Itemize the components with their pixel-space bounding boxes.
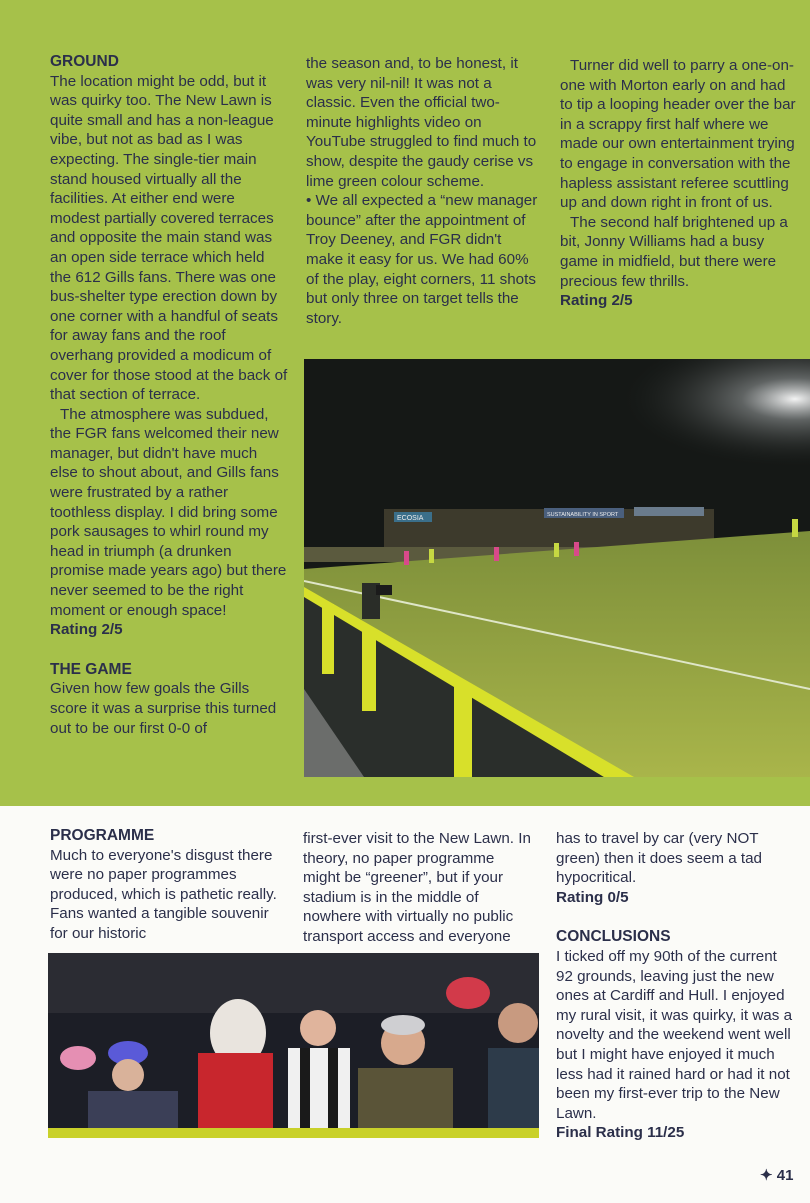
- game-paragraph-1a: Given how few goals the Gills score it was a surprise this turned out to be our first 0-0 of: [50, 680, 277, 737]
- stadium-photo: [304, 359, 810, 777]
- column-programme-1: [50, 826, 288, 944]
- column-game-2: [306, 54, 542, 328]
- sign-sustainability: SUSTAINABILITY IN SPORT: [547, 512, 619, 518]
- programme-paragraph-1a: Much to everyone's disgust there were no paper programmes produced, which is pathetic really. Fans wanted a tangible souvenir for our historic: [50, 846, 277, 942]
- column-programme-3: [556, 829, 796, 1143]
- programme-paragraph-1c: has to travel by car (very NOT green) then it does seem a tad hypocritical.: [556, 830, 763, 887]
- heading-the-game: THE GAME: [50, 660, 132, 678]
- final-rating: Final Rating 11/25: [556, 1124, 685, 1142]
- heading-conclusions: CONCLUSIONS: [556, 928, 671, 946]
- page-number: [760, 1166, 793, 1184]
- column-game-3: [560, 56, 796, 311]
- game-paragraph-2-text: We all expected a “new manager bounce” after the appointment of Troy Deeney, and FGR didn't make it easy for us. We had 60% of the play, eight corners, 11 shots but only three on target tells the story.: [306, 192, 538, 327]
- game-paragraph-4: The second half brightened up a bit, Jonny Williams had a busy game in midfield, but there were precious few thrills.: [560, 213, 788, 290]
- page-number-icon: ✦: [760, 1167, 773, 1184]
- ground-paragraph-1: The location might be odd, but it was quirky too. The New Lawn is quite small and has a non-league vibe, but not as bad as I was expecting. The single-tier main stand housed virtually all the facilities. At either end were modest partially covered terraces and opposite the main stand was an open side terrace which held the 612 Gills fans. There was one bus-shelter type erection down by one corner with a handful of seats for away fans and the roof overhang provided a modicum of cover for those stood at the back of that section of terrace.: [50, 72, 288, 404]
- programme-rating: Rating 0/5: [556, 888, 629, 906]
- conclusions-paragraph: I ticked off my 90th of the current 92 grounds, leaving just the new ones at Cardiff and Hull. I enjoyed my rural visit, it was quirky, it was a novelty and the weekend went well but I might have enjoyed it much less had it rained hard or had it not been my first-ever trip to the New Lawn.: [556, 947, 793, 1122]
- game-paragraph-1b: the season and, to be honest, it was very nil-nil! It was not a classic. Even the official two-minute highlights video on YouTube struggled to find much to show, despite the gaudy cerise vs lime green colour scheme.: [306, 55, 537, 190]
- game-paragraph-3: Turner did well to parry a one-on-one with Morton early on and had to tip a looping header over the bar in a scrappy first half where we made our own entertainment trying to engage in conversation with the hapless assistant referee scuttling up and down right in front of us.: [560, 57, 796, 212]
- column-ground: [50, 52, 288, 738]
- game-rating: Rating 2/5: [560, 292, 633, 310]
- ground-paragraph-2: The atmosphere was subdued, the FGR fans welcomed their new manager, but didn't have much else to shout about, and Gills fans were frustrated by a rather toothless display. I did bring some pork sausages to whirl round my head in triumph (a drunken promise made years ago) but there never seemed to be the right moment or enough space!: [50, 405, 287, 619]
- column-programme-2: [303, 829, 535, 947]
- ground-rating: Rating 2/5: [50, 621, 123, 639]
- page-number-text: 41: [776, 1167, 794, 1184]
- crowd-photo-graphic: [48, 953, 539, 1138]
- crowd-photo: [48, 953, 539, 1138]
- programme-paragraph-1b: first-ever visit to the New Lawn. In theory, no paper programme might be “greener”, but if your stadium is in the middle of nowhere with virtually no public transport access and everyone: [303, 830, 531, 945]
- game-paragraph-2: • We all expected a “new manager bounce” after the appointment of Troy Deeney, and FGR didn't make it easy for us. We had 60% of the play, eight corners, 11 shots but only three on target tells the story.: [306, 192, 538, 327]
- heading-programme: PROGRAMME: [50, 827, 155, 844]
- stadium-photo-graphic: [304, 359, 810, 777]
- heading-ground: GROUND: [50, 53, 119, 70]
- sign-ecosia: ECOSIA: [397, 515, 424, 522]
